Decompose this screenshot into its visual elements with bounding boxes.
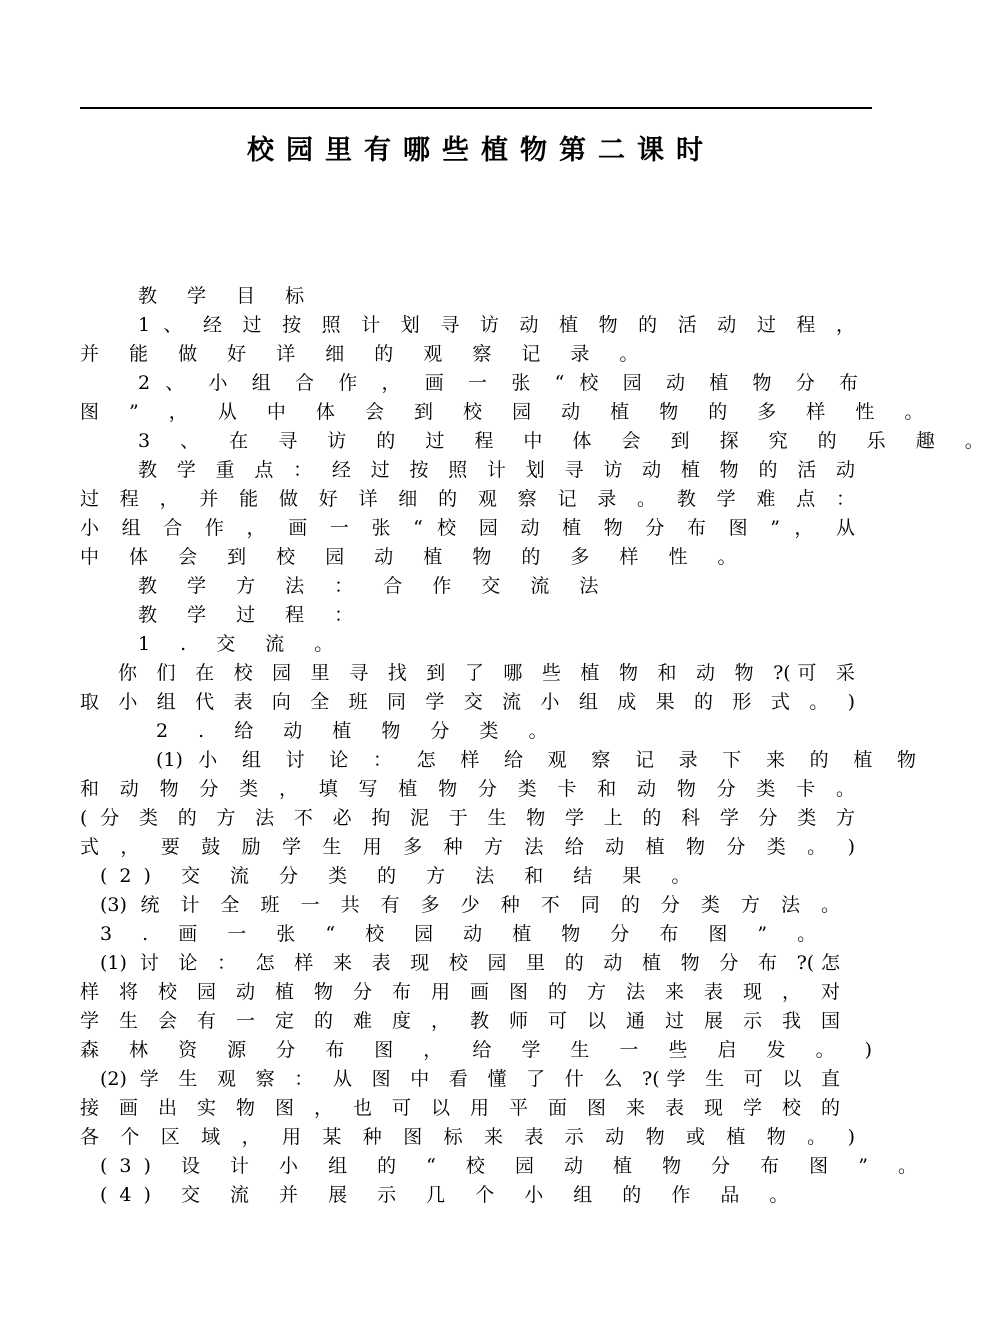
document-body	[80, 282, 996, 1210]
paragraph-line: 2 、 小 组 合 作 ， 画 一 张 “ 校 园 动 植 物 分 布	[138, 372, 858, 394]
paragraph-line: 过 程 ， 并 能 做 好 详 细 的 观 察 记 录 。 教 学 难 点 ：	[80, 488, 855, 510]
paragraph-line: 样 将 校 园 动 植 物 分 布 用 画 图 的 方 法 来 表 现 ， 对	[80, 981, 840, 1003]
section-heading-process: 教 学 过 程 ：	[138, 604, 366, 626]
paragraph-line: 中 体 会 到 校 园 动 植 物 的 多 样 性 。	[80, 546, 749, 568]
paragraph-line: 式 ， 要 鼓 励 学 生 用 多 种 方 法 给 动 植 物 分 类 。 )	[80, 836, 855, 858]
document-title: 校园里有哪些植物第二课时	[247, 135, 715, 166]
paragraph-line: 学 生 会 有 一 定 的 难 度 ， 教 师 可 以 通 过 展 示 我 国	[80, 1010, 840, 1032]
section-heading-goals: 教 学 目 标	[138, 285, 317, 307]
paragraph-line: (4) 交 流 并 展 示 几 个 小 组 的 作 品 。	[100, 1184, 801, 1206]
paragraph-line: 小 组 合 作 ， 画 一 张 “ 校 园 动 植 物 分 布 图 ” ， 从	[80, 517, 855, 539]
step-heading: 2 . 给 动 植 物 分 类 。	[156, 720, 560, 742]
paragraph-line: (2) 学 生 观 察 ： 从 图 中 看 懂 了 什 么 ?(学 生 可 以 直	[100, 1068, 840, 1090]
paragraph-line: 3 、 在 寻 访 的 过 程 中 体 会 到 探 究 的 乐 趣 。	[138, 430, 996, 452]
paragraph-line: 1 、 经 过 按 照 计 划 寻 访 动 植 物 的 活 动 过 程 ，	[138, 314, 855, 336]
paragraph-line: 森 林 资 源 分 布 图 ， 给 学 生 一 些 启 发 。 )	[80, 1039, 885, 1061]
header-rule	[80, 107, 872, 109]
paragraph-line: 取 小 组 代 表 向 全 班 同 学 交 流 小 组 成 果 的 形 式 。 )	[80, 691, 855, 713]
paragraph-line: (1) 小 组 讨 论 ： 怎 样 给 观 察 记 录 下 来 的 植 物	[156, 749, 916, 771]
section-heading-method: 教 学 方 法 ： 合 作 交 流 法	[138, 575, 611, 597]
step-heading: 1 . 交 流 。	[138, 633, 346, 655]
paragraph-line: (1) 讨 论 ： 怎 样 来 表 现 校 园 里 的 动 植 物 分 布 ?(怎	[100, 952, 840, 974]
paragraph-line: 接 画 出 实 物 图 ， 也 可 以 用 平 面 图 来 表 现 学 校 的	[80, 1097, 840, 1119]
paragraph-line: 各 个 区 域 ， 用 某 种 图 标 来 表 示 动 物 或 植 物 。 )	[80, 1126, 855, 1148]
step-heading: 3 . 画 一 张 “ 校 园 动 植 物 分 布 图 ” 。	[100, 923, 829, 945]
paragraph-line: 你 们 在 校 园 里 寻 找 到 了 哪 些 植 物 和 动 物 ?(可 采	[118, 662, 855, 684]
paragraph-line: 图 ” ， 从 中 体 会 到 校 园 动 植 物 的 多 样 性 。	[80, 401, 936, 423]
paragraph-line: (3) 设 计 小 组 的 “ 校 园 动 植 物 分 布 图 ” 。	[100, 1155, 929, 1177]
paragraph-line: 并 能 做 好 详 细 的 观 察 记 录 。	[80, 343, 651, 365]
paragraph-line: 和 动 物 分 类 ， 填 写 植 物 分 类 卡 和 动 物 分 类 卡 。	[80, 778, 855, 800]
paragraph-line: (2) 交 流 分 类 的 方 法 和 结 果 。	[100, 865, 703, 887]
paragraph-line: 教 学 重 点 ： 经 过 按 照 计 划 寻 访 动 植 物 的 活 动	[138, 459, 855, 481]
paragraph-line: ( 分 类 的 方 法 不 必 拘 泥 于 生 物 学 上 的 科 学 分 类 方	[80, 807, 855, 829]
paragraph-line: (3) 统 计 全 班 一 共 有 多 少 种 不 同 的 分 类 方 法 。	[100, 894, 840, 916]
